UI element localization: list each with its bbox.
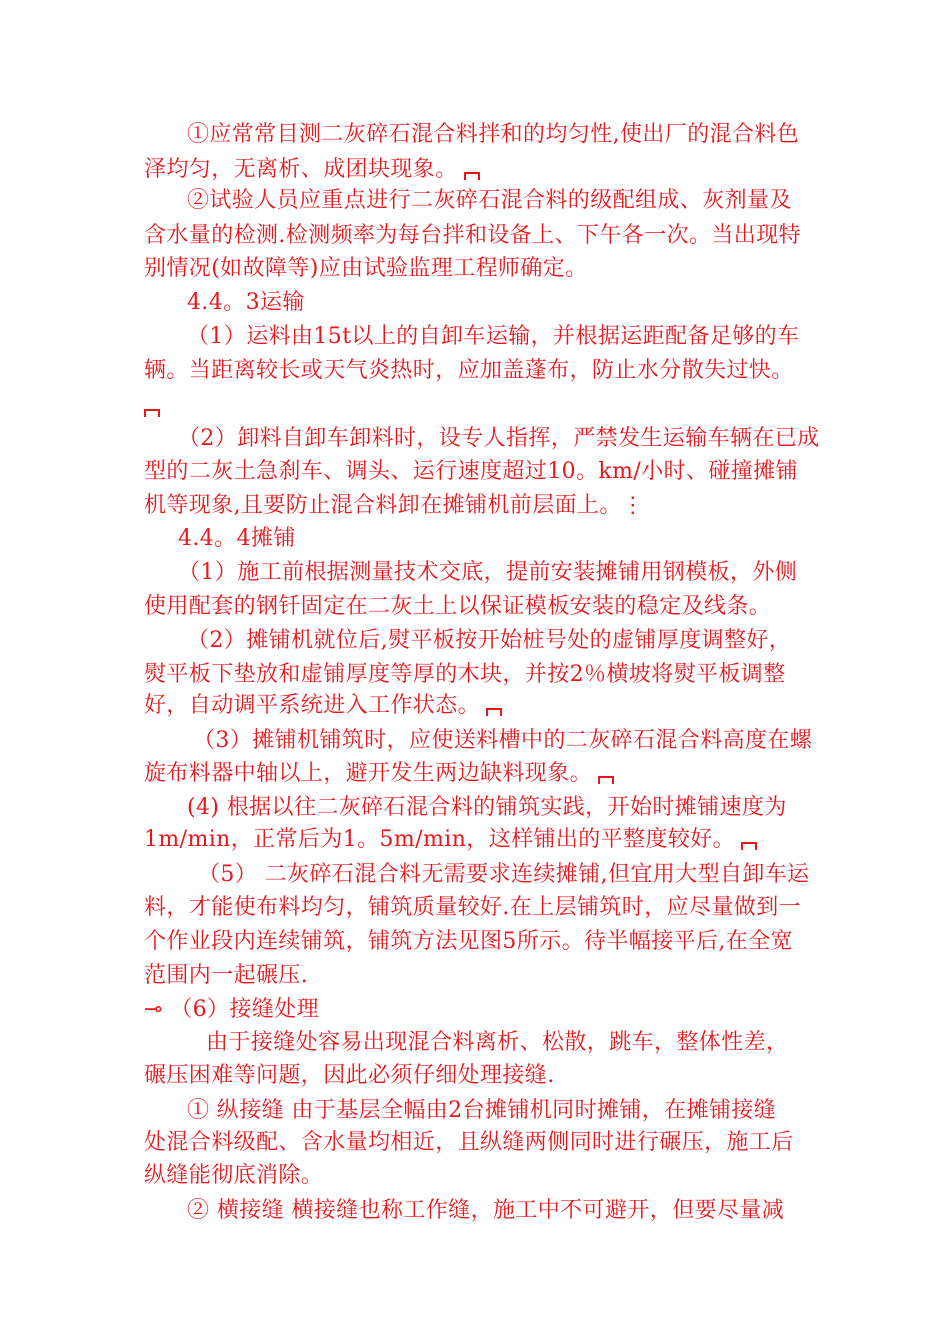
text-line: ① 纵接缝 由于基层全幅由2台摊铺机同时摊铺，在摊铺接缝	[187, 1098, 777, 1123]
text-line: 处混合料级配、含水量均相近，且纵缝两侧同时进行碾压，施工后	[144, 1130, 794, 1155]
section-heading: ⊸ （6）接缝处理	[144, 997, 320, 1022]
text-line: 机等现象,且要防止混合料卸在摊铺机前层面上。⋮	[144, 493, 645, 518]
section-heading: 4.4。4摊铺	[178, 526, 296, 551]
text-line: （2）卸料自卸车卸料时，设专人指挥，严禁发生运输车辆在已成	[178, 426, 820, 451]
text-line: 使用配套的钢钎固定在二灰土上以保证模板安装的稳定及线条。	[144, 594, 772, 619]
text-line: 熨平板下垫放和虚铺厚度等厚的木块，并按2％横坡将熨平板调整	[144, 662, 786, 687]
text-line: 个作业段内连续铺筑，铺筑方法见图5所示。待半幅接平后,在全宽	[144, 929, 793, 954]
text-line: （3）摊铺机铺筑时，应使送料槽中的二灰碎石混合料高度在螺	[193, 728, 813, 753]
text-line: 别情况(如故障等)应由试验监理工程师确定。	[144, 256, 588, 281]
paragraph-mark-icon	[598, 776, 614, 784]
text-line: （2）摊铺机就位后,熨平板按开始桩号处的虚铺厚度调整好，	[187, 628, 792, 653]
text-line: （5） 二灰碎石混合料无需要求连续摊铺,但宜用大型自卸车运	[198, 862, 810, 887]
text-line: 由于接缝处容易出现混合料离析、松散，跳车，整体性差，	[206, 1030, 789, 1055]
text-line: 料，才能使布料均匀，铺筑质量较好.在上层铺筑时，应尽量做到一	[144, 895, 801, 920]
text-line: 碾压困难等问题，因此必须仔细处理接缝.	[144, 1063, 555, 1088]
text-line: ② 横接缝 横接缝也称工作缝，施工中不可避开，但要尽量减	[187, 1198, 785, 1223]
text-line: 纵缝能彻底消除。	[144, 1163, 324, 1188]
text-line: 含水量的检测.检测频率为每台拌和设备上、下午各一次。当出现特	[144, 223, 801, 248]
text-line: ①应常常目测二灰碎石混合料拌和的均匀性,使出厂的混合料色	[187, 122, 800, 147]
text-line: ②试验人员应重点进行二灰碎石混合料的级配组成、灰剂量及	[187, 188, 792, 213]
text-line: 型的二灰土急刹车、调头、运行速度超过10。km/小时、碰撞摊铺	[144, 459, 799, 484]
text-line: 范围内一起碾压.	[144, 963, 309, 988]
text-line	[138, 392, 160, 422]
text-line: （1）运料由15t以上的自卸车运输，并根据运距配备足够的车	[187, 324, 800, 349]
text-line: 辆。当距离较长或天气炎热时，应加盖蓬布，防止水分散失过快。	[144, 358, 794, 383]
text-line: (4) 根据以往二灰碎石混合料的铺筑实践，开始时摊铺速度为	[187, 795, 787, 820]
section-heading: 4.4。3运输	[187, 290, 305, 315]
paragraph-mark-icon	[464, 172, 480, 180]
text-line: 旋布料器中轴以上，避开发生两边缺料现象。	[144, 759, 614, 789]
text-line: 泽均匀，无离析、成团块现象。	[144, 155, 480, 185]
text-line: 1m/min，正常后为1。5m/min，这样铺出的平整度较好。	[144, 825, 757, 855]
paragraph-mark-icon	[486, 708, 502, 716]
paragraph-mark-icon	[741, 842, 757, 850]
text-line: 好，自动调平系统进入工作状态。	[144, 691, 502, 721]
text-line: （1）施工前根据测量技术交底，提前安装摊铺用钢模板，外侧	[178, 560, 798, 585]
paragraph-mark-icon	[144, 409, 160, 417]
